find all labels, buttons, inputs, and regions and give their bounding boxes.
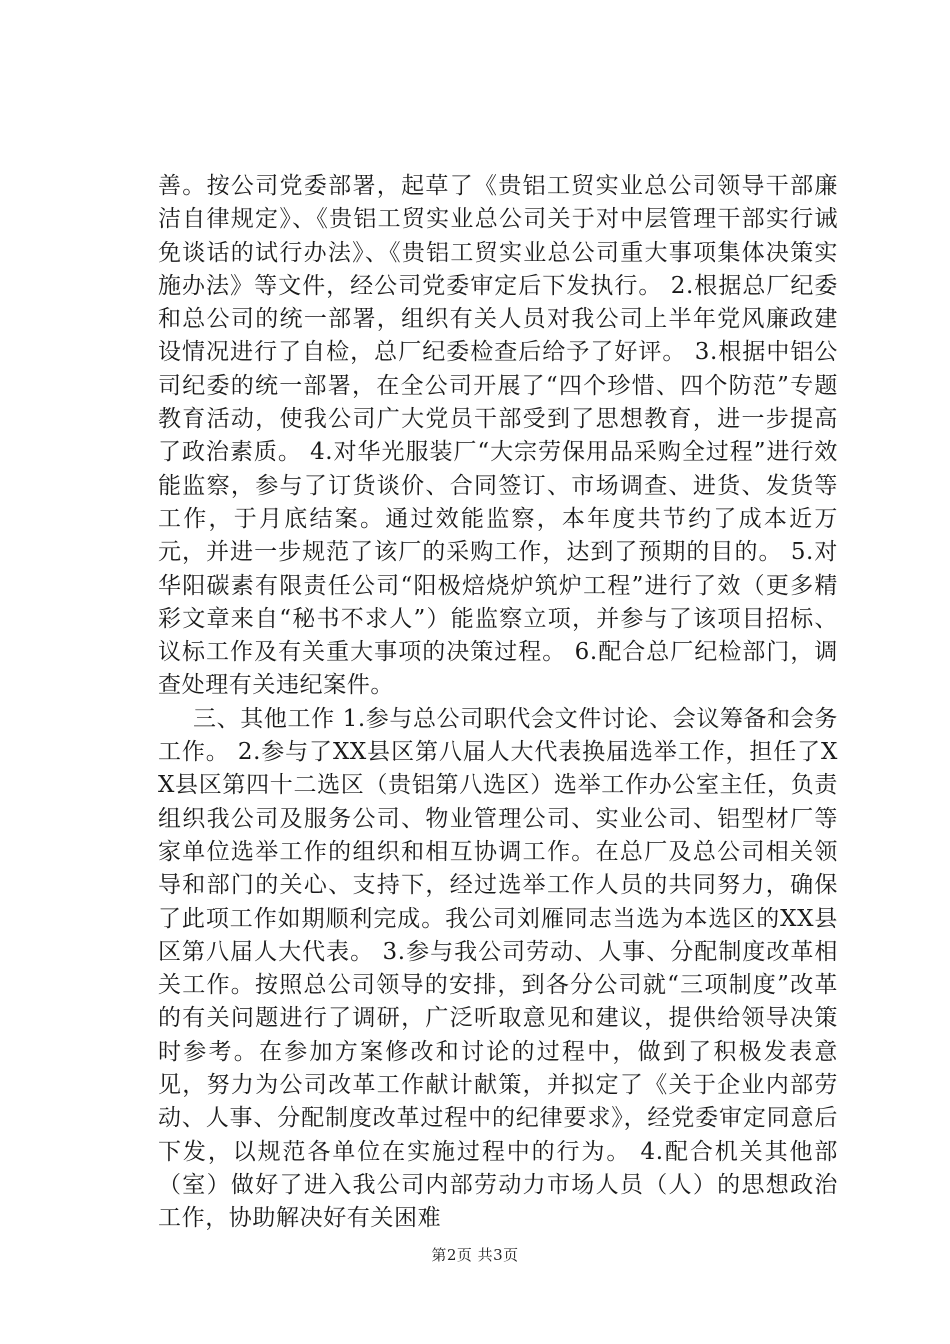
document-body bbox=[158, 170, 838, 1236]
paragraph-other-work: 三、其他工作 1.参与总公司职代会文件讨论、会议筹备和会务工作。 2.参与了XX县区第八届人大代表换届选举工作，担任了XX县区第四十二选区（贵铝第八选区）选举工作办公室主任，负责组织我公司及服务公司、物业管理公司、实业公司、铝型材厂等家单位选举工作的组织和相互协调工作。在总厂及总公司相关领导和部门的关心、支持下，经过选举工作人员的共同努力，确保了此项工作如期顺利完成。我公司刘雁同志当选为本选区的XX县区第八届人大代表。 3.参与我公司劳动、人事、分配制度改革相关工作。按照总公司领导的安排，到各分公司就“三项制度”改革的有关问题进行了调研，广泛听取意见和建议，提供给领导决策时参考。在参加方案修改和讨论的过程中，做到了积极发表意见，努力为公司改革工作献计献策，并拟定了《关于企业内部劳动、人事、分配制度改革过程中的纪律要求》，经党委审定同意后下发，以规范各单位在实施过程中的行为。 4.配合机关其他部（室）做好了进入我公司内部劳动力市场人员（人）的思想政治工作，协助解决好有关困难 bbox=[158, 705, 838, 1232]
page-footer: 第2页 共3页 bbox=[431, 1246, 519, 1264]
paragraph-continuation: 善。按公司党委部署，起草了《贵铝工贸实业总公司领导干部廉洁自律规定》、《贵铝工贸实业总公司关于对中层管理干部实行诫免谈话的试行办法》、《贵铝工贸实业总公司重大事项集体决策实施办法》等文件，经公司党委审定后下发执行。 2.根据总厂纪委和总公司的统一部署，组织有关人员对我公司上半年党风廉政建设情况进行了自检，总厂纪委检查后给予了好评。 3.根据中铝公司纪委的统一部署，在全公司开展了“四个珍惜、四个防范”专题教育活动，使我公司广大党员干部受到了思想教育，进一步提高了政治素质。 4.对华光服装厂“大宗劳保用品采购全过程”进行效能监察，参与了订货谈价、合同签订、市场调查、进货、发货等工作，于月底结案。通过效能监察，本年度共节约了成本近万元，并进一步规范了该厂的采购工作，达到了预期的目的。 5.对华阳碳素有限责任公司“阳极焙烧炉筑炉工程”进行了效（更多精彩文章来自“秘书不求人”）能监察立项，并参与了该项目招标、议标工作及有关重大事项的决策过程。 6.配合总厂纪检部门，调查处理有关违纪案件。 bbox=[158, 173, 838, 699]
